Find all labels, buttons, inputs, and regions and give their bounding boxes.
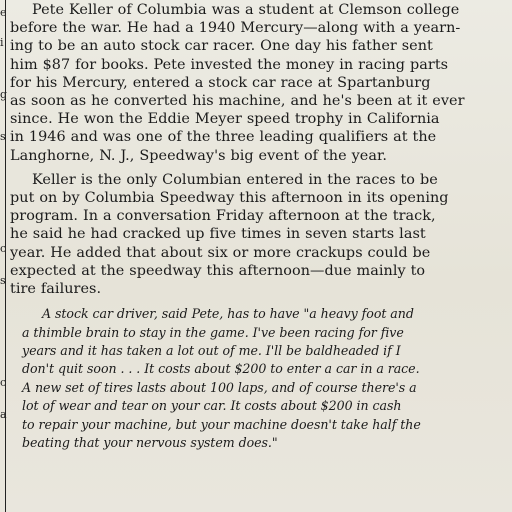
- text-line: Keller is the only Columbian entered in the races to be: [32, 171, 438, 188]
- quote-line: to repair your machine, but your machine doesn't take half the: [22, 416, 421, 432]
- text-line: before the war. He had a 1940 Mercury—along with a yearn-: [10, 20, 461, 37]
- text-line: in 1946 and was one of the three leading qualifiers at the: [10, 129, 437, 146]
- article-body: [10, 1, 510, 453]
- adjacent-column-fragments: [0, 0, 6, 512]
- text-line: for his Mercury, entered a stock car race at Spartanburg: [10, 74, 431, 91]
- text-line: he said he had cracked up five times in seven starts last: [10, 226, 426, 243]
- fragment: c: [0, 242, 7, 255]
- fragment: s: [0, 274, 6, 287]
- quote-line: A stock car driver, said Pete, has to have "a heavy foot and: [42, 306, 414, 322]
- text-line: Pete Keller of Columbia was a student at Clemson college: [32, 2, 460, 18]
- pull-quote: [10, 305, 510, 452]
- quote-line: don't quit soon . . . It costs about $200 to enter a car in a race.: [22, 361, 420, 377]
- text-line: as soon as he converted his machine, and he's been at it ever: [10, 93, 465, 110]
- paragraph-intro: [10, 1, 510, 165]
- fragment: e: [0, 6, 7, 19]
- quote-line: A new set of tires lasts about 100 laps, and of course there's a: [22, 379, 417, 395]
- paragraph-races: [10, 171, 510, 298]
- quote-line: years and it has taken a lot out of me. I'll be baldheaded if I: [22, 343, 401, 359]
- text-line: ing to be an auto stock car racer. One day his father sent: [10, 38, 433, 55]
- text-line: him $87 for books. Pete invested the money in racing parts: [10, 56, 449, 73]
- text-line: since. He won the Eddie Meyer speed trophy in California: [10, 111, 440, 128]
- fragment: i: [0, 36, 4, 49]
- quote-line: beating that your nervous system does.": [22, 435, 278, 451]
- fragment: c: [0, 376, 7, 389]
- text-line: put on by Columbia Speedway this afternoon in its opening: [10, 190, 449, 207]
- text-line: expected at the speedway this afternoon—due mainly to: [10, 262, 426, 279]
- fragment: g: [0, 88, 8, 101]
- quote-line: a thimble brain to stay in the game. I've been racing for five: [22, 324, 404, 340]
- text-line: program. In a conversation Friday afternoon at the track,: [10, 208, 436, 225]
- quote-line: lot of wear and tear on your car. It costs about $200 in cash: [22, 398, 402, 414]
- text-line: Langhorne, N. J., Speedway's big event of the year.: [10, 147, 387, 164]
- fragment: s: [0, 130, 6, 143]
- text-line: tire failures.: [10, 281, 102, 298]
- fragment: a: [0, 408, 7, 421]
- text-line: year. He added that about six or more crackups could be: [10, 244, 431, 261]
